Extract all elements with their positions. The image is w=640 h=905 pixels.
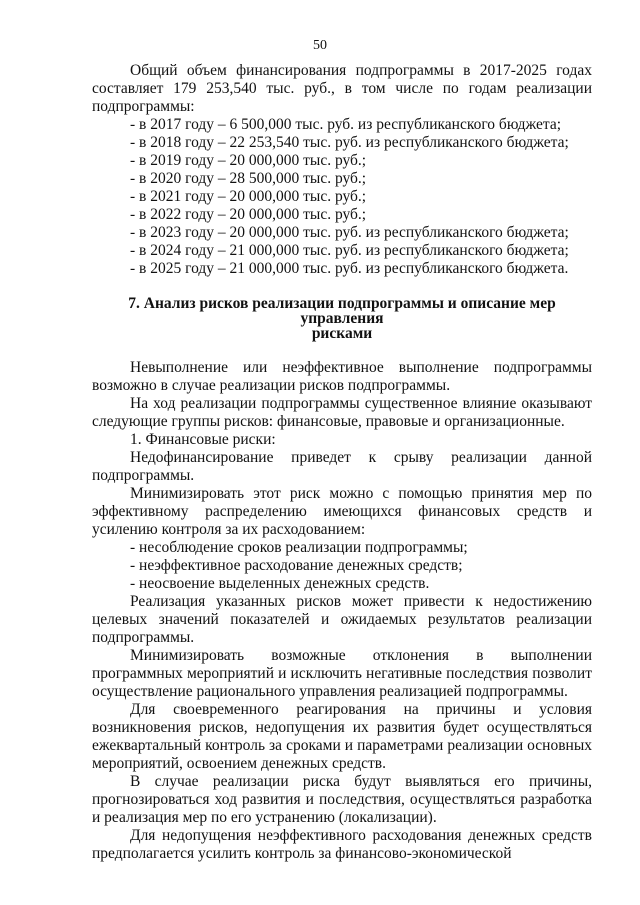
- funding-item-2017: - в 2017 году – 6 500,000 тыс. руб. из республиканского бюджета;: [130, 116, 562, 133]
- paragraph-underfunding: Недофинансирование приведет к срыву реализации данной подпрограммы.: [92, 449, 592, 484]
- section-heading: [92, 296, 592, 341]
- funding-item-2019: - в 2019 году – 20 000,000 тыс. руб.;: [130, 152, 367, 169]
- risk-item: - неэффективное расходование денежных средств;: [130, 557, 463, 574]
- section-heading-line-1: 7. Анализ рисков реализации подпрограммы и описание мер управления: [128, 295, 556, 327]
- risk-item: - неосвоение выделенных денежных средств.: [130, 575, 430, 592]
- funding-item-2018: - в 2018 году – 22 253,540 тыс. руб. из республиканского бюджета;: [130, 134, 569, 151]
- risk-item: - несоблюдение сроков реализации подпрограммы;: [130, 539, 468, 556]
- paragraph-risk-consequences: Реализация указанных рисков может привести к недостижению целевых значений показателей и ожидаемых результатов реализации подпрограммы.: [92, 593, 592, 646]
- funding-by-year-list: [92, 116, 592, 278]
- funding-item-2025: - в 2025 году – 21 000,000 тыс. руб. из республиканского бюджета.: [130, 260, 569, 277]
- funding-item-2023: - в 2023 году – 20 000,000 тыс. руб. из республиканского бюджета;: [130, 224, 569, 241]
- funding-item-2020: - в 2020 году – 28 500,000 тыс. руб.;: [130, 170, 367, 187]
- section-heading-line-2: рисками: [311, 325, 373, 342]
- risk-list: [92, 539, 592, 593]
- funding-item-2022: - в 2022 году – 20 000,000 тыс. руб.;: [130, 206, 367, 223]
- page-number: 50: [313, 38, 327, 53]
- paragraph-risk-response: В случае реализации риска будут выявляться его причины, прогнозироваться ход развития и последствия, осуществляться разработка и реализация мер по его устранению (локализации).: [92, 773, 592, 826]
- funding-item-2024: - в 2024 году – 21 000,000 тыс. руб. из республиканского бюджета;: [130, 242, 569, 259]
- paragraph-risk-groups: На ход реализации подпрограммы существенное влияние оказывают следующие группы рисков: финансовые, правовые и организационные.: [92, 395, 592, 430]
- paragraph-nonfulfillment: Невыполнение или неэффективное выполнение подпрограммы возможно в случае реализации рисков подпрограммы.: [92, 359, 592, 394]
- document-body: [92, 62, 592, 863]
- funding-intro-line-1: Общий объем финансирования подпрограммы в 2017-2025 годах: [130, 62, 592, 79]
- paragraph-minimize-risk: Минимизировать этот риск можно с помощью принятия мер по эффективному распределению имеющихся финансовых средств и усилению контроля за их расходованием:: [92, 485, 592, 538]
- paragraph-minimize-deviations: Минимизировать возможные отклонения в выполнении программных мероприятий и исключить негативные последствия позволит осуществление рационального управления реализацией подпрограммы.: [92, 647, 592, 700]
- paragraph-spending-control: Для недопущения неэффективного расходования денежных средств предполагается усилить контроль за финансово-экономической: [92, 827, 592, 862]
- funding-item-2021: - в 2021 году – 20 000,000 тыс. руб.;: [130, 188, 367, 205]
- funding-intro-line-3: подпрограммы:: [92, 98, 195, 115]
- funding-intro-line-2: составляет 179 253,540 тыс. руб., в том числе по годам реализации: [92, 80, 592, 97]
- paragraph-financial-risks-title: 1. Финансовые риски:: [130, 431, 276, 448]
- paragraph-quarterly-control: Для своевременного реагирования на причины и условия возникновения рисков, недопущения их развития будет осуществляться ежеквартальный контроль за сроками и параметрами реализации основных мероприятий, освоением денежных средств.: [92, 701, 592, 772]
